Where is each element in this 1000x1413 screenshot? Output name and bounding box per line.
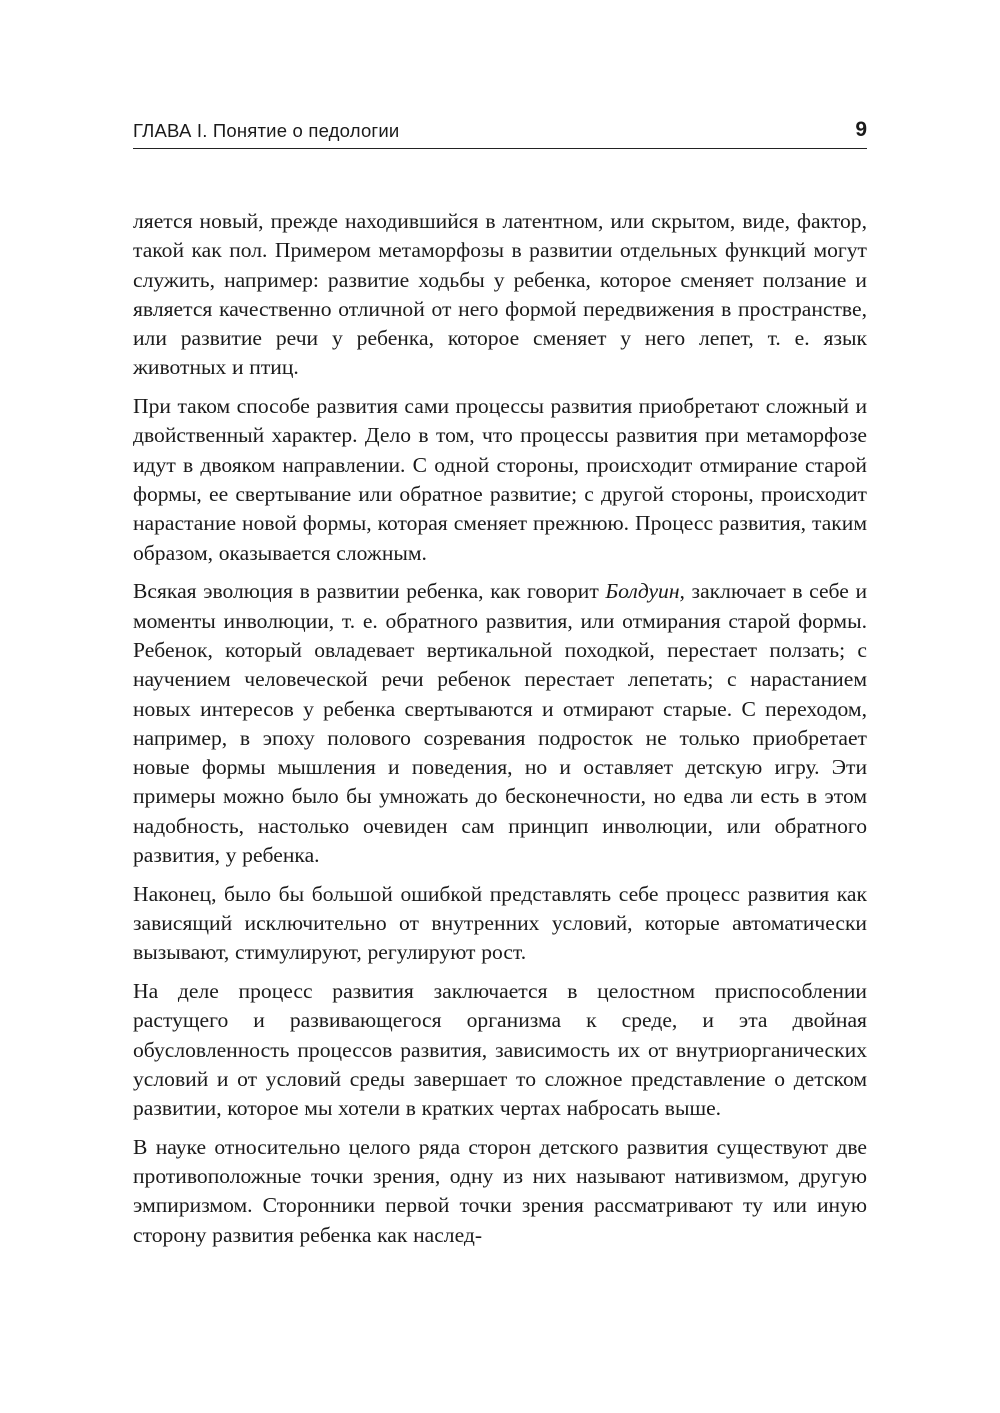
paragraph-3-start: Всякая эволюция в развитии ребенка, как говорит <box>133 579 606 604</box>
paragraph-3 <box>133 577 867 870</box>
running-header <box>133 118 867 149</box>
paragraph-6: В науке относительно целого ряда сторон детского развития существуют две противоположные точки зрения, одну из них называют нативизмом, другую эмпиризмом. Сторонники первой точки зрения рассматривают ту или иную сторону развития ребенка как наслед- <box>133 1134 867 1247</box>
paragraph-2: При таком способе развития сами процессы развития приобретают сложный и двойственный характер. Дело в том, что процессы развития при метаморфозе идут в двояком направлении. С одной стороны, происходит отмирание старой формы, ее свертывание или обратное развитие; с другой стороны, происходит нарастание новой формы, которая сменяет прежнюю. Процесс развития, таким образом, оказывается сложным. <box>133 394 867 565</box>
page-number: 9 <box>855 118 867 141</box>
paragraph-5: На деле процесс развития заключается в целостном приспособлении растущего и развивающегося организма к среде, и эта двойная обусловленность процессов развития, зависимость их от внутриорганических условий и от условий среды завершает то сложное представление о детском развитии, которое мы хотели в кратких чертах набросать выше. <box>133 978 867 1121</box>
paragraph-4: Наконец, было бы большой ошибкой представлять себе процесс развития как зависящий исключительно от внутренних условий, которые автоматически вызывают, стимулируют, регулируют рост. <box>133 881 867 965</box>
paragraph-1: ляется новый, прежде находившийся в латентном, или скрытом, виде, фактор, такой как пол. Примером метаморфозы в развитии отдельных функций могут служить, например: развитие ходьбы у ребенка, которое сменяет ползание и является качественно отличной от него формой передвижения в пространстве, или развитие речи у ребенка, которое сменяет у него лепет, т. е. язык животных и птиц. <box>133 209 867 380</box>
body-text <box>133 207 867 1259</box>
author-name-baldwin: Болдуин, <box>605 579 685 604</box>
paragraph-3-rest: заключает в себе и моменты инволюции, т. е. обратного развития, или отмирания старой формы. Ребенок, который овладевает вертикальной походкой, перестает ползать; с научением человеческой речи ребенок перестает лепетать; с нарастанием новых интересов у ребенка свертываются и отмирают старые. С переходом, например, в эпоху полового созревания подросток не только приобретает новые формы мышления и поведения, но и оставляет детскую игру. Эти примеры можно было бы умножать до бесконечности, но едва ли есть в этом надобность, настолько очевиден сам принцип инволюции, или обратного развития, у ребенка. <box>133 579 868 868</box>
chapter-title: ГЛАВА I. Понятие о педологии <box>133 120 400 141</box>
